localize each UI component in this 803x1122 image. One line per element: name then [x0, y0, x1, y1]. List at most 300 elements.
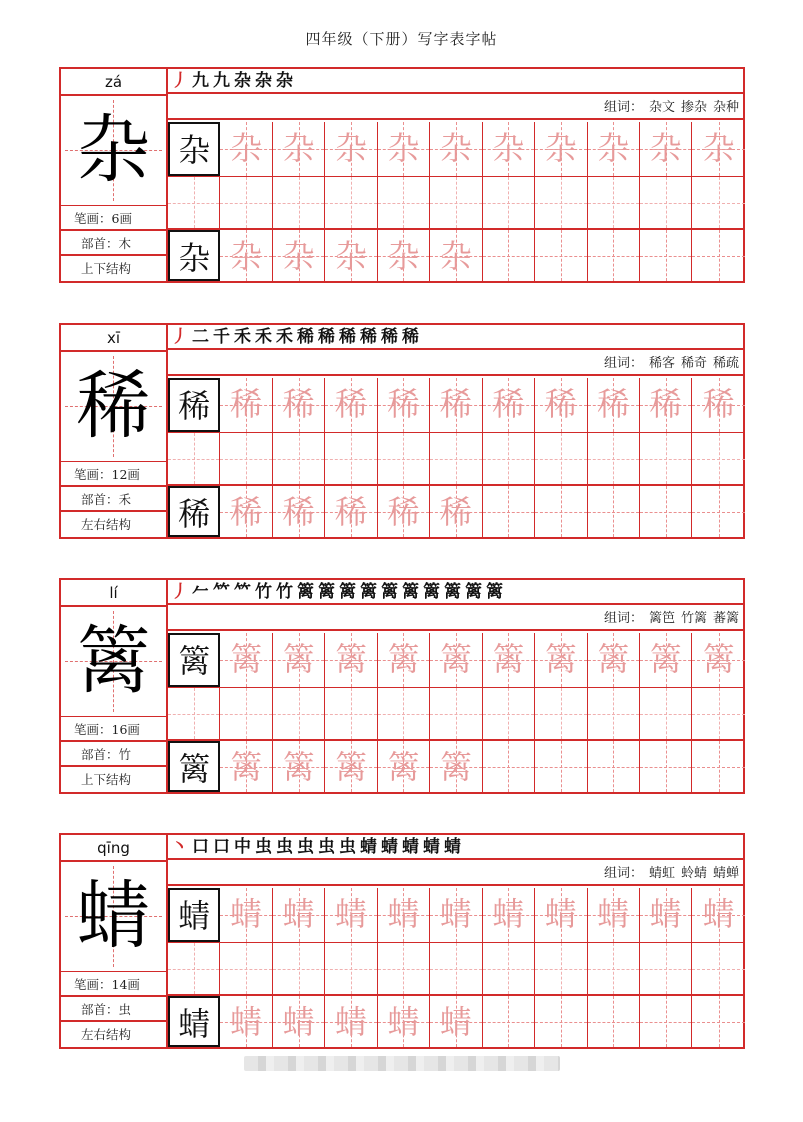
stroke-step: 丿: [171, 71, 188, 91]
practice-box[interactable]: [378, 633, 430, 687]
practice-box[interactable]: [588, 996, 640, 1047]
stroke-step: 稀: [339, 327, 356, 347]
stroke-step: 虫: [318, 837, 335, 857]
radical: 部首：禾: [61, 487, 166, 512]
stroke-step: 虫: [339, 837, 356, 857]
example-word: 稀客: [648, 356, 675, 371]
practice-box[interactable]: [483, 177, 535, 228]
practice-box[interactable]: [430, 633, 482, 687]
practice-box[interactable]: [640, 177, 692, 228]
stroke-step: 口: [213, 837, 230, 857]
trace-char: 蜻: [335, 1003, 368, 1041]
guide-line-v: [456, 943, 457, 994]
practice-box[interactable]: [640, 741, 692, 792]
stroke-step: 蜻: [360, 837, 377, 857]
practice-box[interactable]: [220, 177, 272, 228]
practice-box[interactable]: [220, 433, 272, 484]
practice-box[interactable]: [273, 943, 325, 994]
example-word: 竹篱: [680, 611, 707, 626]
stroke-step: 九: [192, 71, 209, 91]
example-word: 掺杂: [680, 100, 707, 115]
practice-box[interactable]: [220, 996, 272, 1047]
practice-box[interactable]: [640, 888, 692, 942]
stroke-step: 蜻: [423, 837, 440, 857]
practice-box[interactable]: [220, 688, 272, 739]
guide-line-v: [719, 230, 720, 281]
trace-char: 杂: [439, 237, 472, 275]
guide-line-v: [299, 688, 300, 739]
practice-box[interactable]: [692, 433, 744, 484]
practice-box[interactable]: [535, 433, 587, 484]
trace-char: 蜻: [230, 1003, 263, 1041]
stroke-step: 篱: [402, 582, 419, 602]
trace-char: 篱: [230, 640, 263, 678]
words-label: 组词：: [603, 356, 643, 371]
practice-box[interactable]: [325, 943, 377, 994]
guide-line-v: [666, 943, 667, 994]
guide-line-v: [613, 943, 614, 994]
practice-box[interactable]: [483, 996, 535, 1047]
guide-line-v: [351, 943, 352, 994]
trace-char: 蜻: [702, 895, 735, 933]
trace-char: 杂: [649, 129, 682, 167]
example-word: 稀疏: [712, 356, 739, 371]
trace-char: 稀: [282, 385, 315, 423]
guide-line-v: [403, 177, 404, 228]
practice-box[interactable]: [640, 230, 692, 281]
stroke-step: 𥫗: [213, 582, 230, 602]
practice-box[interactable]: [273, 741, 325, 792]
guide-line-v: [666, 230, 667, 281]
guide-line-v: [561, 741, 562, 792]
trace-char: 篱: [439, 748, 472, 786]
practice-box[interactable]: [273, 378, 325, 432]
example-word: 稀奇: [680, 356, 707, 371]
guide-line-v: [246, 433, 247, 484]
stroke-step: 篱: [465, 582, 482, 602]
guide-line-v: [561, 486, 562, 537]
stroke-step: 丿: [171, 582, 188, 602]
trace-char: 篱: [335, 748, 368, 786]
practice-box[interactable]: [692, 486, 744, 537]
practice-box[interactable]: [692, 741, 744, 792]
model-char-box[interactable]: [168, 230, 220, 281]
guide-line-v: [403, 433, 404, 484]
practice-box[interactable]: [430, 378, 482, 432]
practice-box[interactable]: [588, 888, 640, 942]
stroke-step: 禾: [234, 327, 251, 347]
practice-box[interactable]: [168, 943, 220, 994]
example-word: 篱笆: [648, 611, 675, 626]
stroke-step: 稀: [297, 327, 314, 347]
practice-box[interactable]: [273, 996, 325, 1047]
practice-box[interactable]: [640, 633, 692, 687]
trace-char: 蜻: [282, 895, 315, 933]
practice-box[interactable]: [220, 888, 272, 942]
stroke-step: 篱: [423, 582, 440, 602]
practice-box[interactable]: [220, 943, 272, 994]
practice-box[interactable]: [535, 996, 587, 1047]
structure: 上下结构: [81, 261, 132, 276]
blank-row: [168, 943, 745, 996]
practice-box[interactable]: [378, 888, 430, 942]
practice-box[interactable]: [168, 688, 220, 739]
practice-panel: [168, 835, 745, 1047]
guide-line-v: [508, 741, 509, 792]
practice-box[interactable]: [273, 122, 325, 176]
practice-box[interactable]: [483, 122, 535, 176]
word-examples: [168, 352, 745, 376]
guide-line-v: [299, 943, 300, 994]
practice-box[interactable]: [535, 177, 587, 228]
practice-box[interactable]: [378, 996, 430, 1047]
trace-char: 稀: [387, 493, 420, 531]
stroke-step: 稀: [318, 327, 335, 347]
trace-char: 稀: [387, 385, 420, 423]
big-char: 篱: [76, 618, 151, 704]
trace-char: 篱: [335, 640, 368, 678]
practice-box[interactable]: [588, 943, 640, 994]
practice-box[interactable]: [430, 943, 482, 994]
practice-box[interactable]: [273, 230, 325, 281]
practice-box[interactable]: [430, 888, 482, 942]
stroke-step: 𠂉: [192, 582, 209, 602]
practice-box[interactable]: [325, 688, 377, 739]
trace-char: 篱: [439, 640, 472, 678]
example-word: 蜻蝉: [712, 866, 739, 881]
stroke-step: 篱: [486, 582, 503, 602]
trace-char: 蜻: [544, 895, 577, 933]
practice-box[interactable]: [640, 433, 692, 484]
practice-box[interactable]: [325, 888, 377, 942]
practice-box[interactable]: [325, 741, 377, 792]
trace-char: 篱: [649, 640, 682, 678]
guide-line-v: [508, 486, 509, 537]
model-char-box[interactable]: [168, 996, 220, 1047]
example-word: 蕃篱: [712, 611, 739, 626]
trace-char: 稀: [335, 493, 368, 531]
model-char-box[interactable]: [168, 486, 220, 537]
practice-box[interactable]: [430, 688, 482, 739]
practice-box[interactable]: [325, 177, 377, 228]
practice-box[interactable]: [325, 633, 377, 687]
practice-box[interactable]: [640, 688, 692, 739]
practice-box[interactable]: [325, 996, 377, 1047]
model-char-box[interactable]: [168, 122, 220, 176]
guide-line-v: [719, 688, 720, 739]
practice-box[interactable]: [220, 486, 272, 537]
trace-row: [168, 122, 745, 177]
trace-char: 杂: [282, 129, 315, 167]
practice-box[interactable]: [273, 486, 325, 537]
practice-box[interactable]: [220, 230, 272, 281]
word-examples: [168, 607, 745, 631]
practice-box[interactable]: [588, 741, 640, 792]
trace-char: 蜻: [335, 895, 368, 933]
guide-line-v: [613, 996, 614, 1047]
guide-line-v: [613, 177, 614, 228]
page-title: 四年级（下册）写字表字帖: [305, 30, 498, 48]
pinyin: qīng: [61, 835, 166, 862]
practice-box[interactable]: [430, 122, 482, 176]
practice-box[interactable]: [588, 378, 640, 432]
practice-box[interactable]: [692, 230, 744, 281]
practice-box[interactable]: [483, 688, 535, 739]
practice-box[interactable]: [220, 378, 272, 432]
guide-line-v: [351, 177, 352, 228]
trace-char: 稀: [544, 385, 577, 423]
practice-box[interactable]: [430, 230, 482, 281]
trace-char: 蜻: [439, 895, 472, 933]
stroke-step: 丿: [171, 327, 188, 347]
practice-box[interactable]: [535, 888, 587, 942]
practice-box[interactable]: [692, 177, 744, 228]
trace-char: 稀: [230, 385, 263, 423]
stroke-order: [168, 325, 745, 350]
practice-box[interactable]: [692, 122, 744, 176]
stroke-step: 篱: [444, 582, 461, 602]
guide-line-v: [666, 177, 667, 228]
practice-box[interactable]: [588, 230, 640, 281]
practice-box[interactable]: [483, 378, 535, 432]
practice-box[interactable]: [325, 486, 377, 537]
model-char: 杂: [178, 239, 211, 277]
stroke-step: 𥫗: [234, 582, 251, 602]
big-char: 蜻: [76, 873, 151, 959]
word-examples: [168, 96, 745, 120]
practice-box[interactable]: [378, 177, 430, 228]
trace-char: 杂: [335, 129, 368, 167]
guide-line-v: [719, 177, 720, 228]
practice-box[interactable]: [430, 433, 482, 484]
stroke-order: [168, 580, 745, 605]
practice-box[interactable]: [692, 688, 744, 739]
stroke-step: 虫: [255, 837, 272, 857]
stroke-step: 稀: [360, 327, 377, 347]
stroke-order: [168, 69, 745, 94]
practice-box[interactable]: [588, 688, 640, 739]
stroke-step: 篱: [381, 582, 398, 602]
stroke-step: 千: [213, 327, 230, 347]
practice-box[interactable]: [168, 177, 220, 228]
practice-box[interactable]: [220, 633, 272, 687]
trace-char: 蜻: [282, 1003, 315, 1041]
practice-box[interactable]: [640, 378, 692, 432]
practice-box[interactable]: [588, 486, 640, 537]
trace-row: [168, 230, 745, 281]
practice-box[interactable]: [325, 378, 377, 432]
radical: 部首：竹: [61, 742, 166, 767]
practice-box[interactable]: [588, 433, 640, 484]
trace-char: 篱: [282, 640, 315, 678]
practice-box[interactable]: [483, 633, 535, 687]
practice-box[interactable]: [640, 486, 692, 537]
trace-char: 蜻: [439, 1003, 472, 1041]
practice-box[interactable]: [535, 486, 587, 537]
practice-box[interactable]: [378, 433, 430, 484]
model-char: 蜻: [178, 1005, 211, 1043]
trace-char: 篱: [387, 748, 420, 786]
practice-box[interactable]: [535, 378, 587, 432]
trace-char: 蜻: [387, 895, 420, 933]
guide-line-v: [299, 177, 300, 228]
practice-box[interactable]: [378, 122, 430, 176]
guide-line-v: [613, 741, 614, 792]
trace-char: 杂: [492, 129, 525, 167]
practice-box[interactable]: [483, 230, 535, 281]
practice-box[interactable]: [430, 741, 482, 792]
stroke-step: 杂: [255, 71, 272, 91]
trace-char: 稀: [439, 385, 472, 423]
trace-char: 篱: [230, 748, 263, 786]
practice-box[interactable]: [325, 433, 377, 484]
practice-box[interactable]: [535, 230, 587, 281]
practice-box[interactable]: [692, 633, 744, 687]
practice-box[interactable]: [378, 486, 430, 537]
practice-box[interactable]: [483, 888, 535, 942]
guide-line-v: [508, 433, 509, 484]
practice-box[interactable]: [692, 888, 744, 942]
model-char-box[interactable]: [168, 378, 220, 432]
model-char: 篱: [178, 750, 211, 788]
stroke-step: 二: [192, 327, 209, 347]
stroke-count: 笔画：12画: [61, 462, 166, 487]
trace-row: [168, 888, 745, 943]
big-char-box: [61, 607, 166, 717]
example-word: 杂种: [712, 100, 739, 115]
practice-box[interactable]: [588, 177, 640, 228]
stroke-step: 丶: [171, 837, 188, 857]
practice-box[interactable]: [378, 230, 430, 281]
trace-char: 蜻: [387, 1003, 420, 1041]
guide-line-v: [666, 433, 667, 484]
practice-box[interactable]: [378, 378, 430, 432]
practice-box[interactable]: [588, 633, 640, 687]
model-char-box[interactable]: [168, 888, 220, 942]
stroke-step: 蜻: [444, 837, 461, 857]
trace-char: 杂: [439, 129, 472, 167]
guide-line-v: [719, 486, 720, 537]
practice-box[interactable]: [692, 378, 744, 432]
char-info-panel: [61, 580, 168, 792]
trace-char: 蜻: [649, 895, 682, 933]
practice-box[interactable]: [273, 888, 325, 942]
guide-line-v: [351, 688, 352, 739]
practice-box[interactable]: [692, 943, 744, 994]
guide-line-v: [666, 688, 667, 739]
practice-box[interactable]: [378, 688, 430, 739]
practice-box[interactable]: [483, 486, 535, 537]
practice-box[interactable]: [378, 943, 430, 994]
blank-row: [168, 433, 745, 486]
trace-char: 蜻: [230, 895, 263, 933]
trace-char: 篱: [702, 640, 735, 678]
trace-char: 稀: [335, 385, 368, 423]
practice-box[interactable]: [535, 633, 587, 687]
practice-box[interactable]: [430, 486, 482, 537]
practice-box[interactable]: [220, 741, 272, 792]
guide-line-v: [403, 943, 404, 994]
words-label: 组词：: [603, 866, 643, 881]
pinyin: xī: [61, 325, 166, 352]
example-word: 蛉蜻: [680, 866, 707, 881]
guide-line-v: [561, 230, 562, 281]
stroke-count: 笔画：14画: [61, 972, 166, 997]
stroke-step: 篱: [297, 582, 314, 602]
practice-box[interactable]: [483, 433, 535, 484]
practice-box[interactable]: [535, 688, 587, 739]
guide-line-v: [403, 688, 404, 739]
practice-box[interactable]: [640, 943, 692, 994]
practice-box[interactable]: [168, 433, 220, 484]
guide-line-v: [613, 486, 614, 537]
practice-box[interactable]: [430, 177, 482, 228]
practice-panel: [168, 69, 745, 281]
practice-box[interactable]: [483, 943, 535, 994]
practice-box[interactable]: [273, 633, 325, 687]
trace-char: 杂: [387, 237, 420, 275]
stroke-step: 竹: [276, 582, 293, 602]
model-char-box[interactable]: [168, 633, 220, 687]
practice-box[interactable]: [483, 741, 535, 792]
words-label: 组词：: [603, 611, 643, 626]
guide-line-v: [456, 688, 457, 739]
model-char: 稀: [178, 495, 211, 533]
guide-line-v: [613, 230, 614, 281]
stroke-step: 杂: [276, 71, 293, 91]
stroke-step: 篱: [360, 582, 377, 602]
practice-box[interactable]: [273, 433, 325, 484]
practice-box[interactable]: [220, 122, 272, 176]
char-block: [59, 67, 745, 283]
guide-line-v: [561, 433, 562, 484]
structure: 上下结构: [81, 772, 132, 787]
trace-char: 篱: [387, 640, 420, 678]
trace-char: 杂: [282, 237, 315, 275]
practice-box[interactable]: [430, 996, 482, 1047]
blank-row: [168, 177, 745, 230]
practice-box[interactable]: [378, 741, 430, 792]
word-examples: [168, 862, 745, 886]
trace-row: [168, 741, 745, 792]
model-char: 蜻: [178, 897, 211, 935]
practice-box[interactable]: [692, 996, 744, 1047]
practice-box[interactable]: [640, 122, 692, 176]
watermark: [244, 1056, 560, 1071]
practice-box[interactable]: [588, 122, 640, 176]
guide-line-v: [246, 688, 247, 739]
practice-box[interactable]: [535, 741, 587, 792]
char-info-panel: [61, 325, 168, 537]
stroke-step: 禾: [276, 327, 293, 347]
trace-char: 蜻: [597, 895, 630, 933]
practice-box[interactable]: [535, 122, 587, 176]
big-char-box: [61, 96, 166, 206]
practice-box[interactable]: [640, 996, 692, 1047]
guide-line-v: [508, 230, 509, 281]
practice-box[interactable]: [535, 943, 587, 994]
practice-box[interactable]: [273, 688, 325, 739]
trace-char: 稀: [597, 385, 630, 423]
guide-line-v: [299, 433, 300, 484]
practice-box[interactable]: [273, 177, 325, 228]
practice-box[interactable]: [325, 230, 377, 281]
pinyin: lí: [61, 580, 166, 607]
practice-box[interactable]: [325, 122, 377, 176]
model-char-box[interactable]: [168, 741, 220, 792]
big-char: 杂: [76, 107, 151, 193]
trace-char: 稀: [492, 385, 525, 423]
